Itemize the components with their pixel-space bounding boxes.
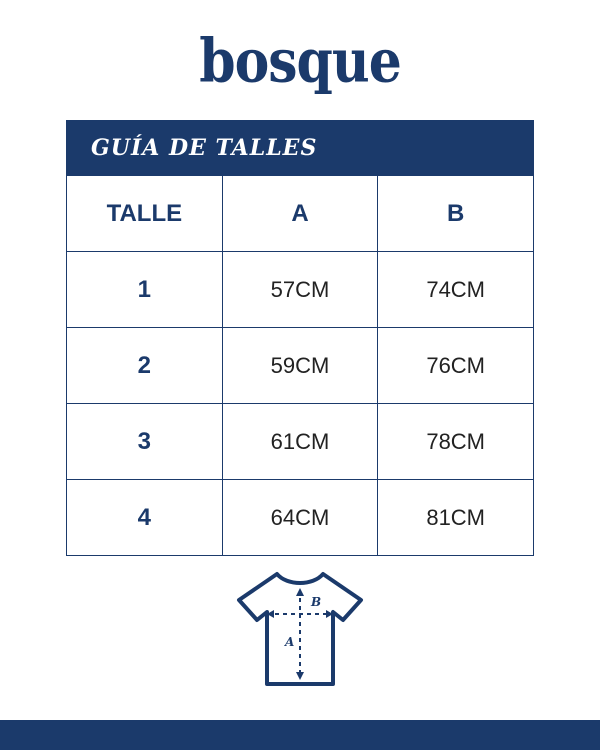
measure-b-cell: 76CM	[378, 328, 534, 404]
brand-logo	[0, 26, 600, 110]
table-row	[67, 252, 534, 328]
measure-a-cell: 64CM	[222, 480, 378, 556]
arrow-up-a	[296, 588, 304, 596]
measure-b-cell: 78CM	[378, 404, 534, 480]
tshirt-diagram	[235, 570, 365, 690]
measure-b-cell: 81CM	[378, 480, 534, 556]
table-row	[67, 328, 534, 404]
arrow-down-a	[296, 672, 304, 680]
measure-a-cell: 57CM	[222, 252, 378, 328]
brand-logo-text: bosque	[199, 26, 401, 97]
measure-a-cell: 59CM	[222, 328, 378, 404]
table-header-row	[67, 176, 534, 252]
size-cell: 3	[67, 404, 223, 480]
tshirt-measure-icon	[235, 570, 365, 690]
measure-a-cell: 61CM	[222, 404, 378, 480]
label-b: B	[311, 595, 322, 609]
size-cell: 2	[67, 328, 223, 404]
table-title: GUÍA DE TALLES	[67, 121, 534, 176]
size-guide-table	[66, 120, 534, 556]
label-a: A	[285, 635, 295, 649]
table-row	[67, 480, 534, 556]
column-header-a: A	[222, 176, 378, 252]
size-cell: 4	[67, 480, 223, 556]
size-cell: 1	[67, 252, 223, 328]
column-header-talle: TALLE	[67, 176, 223, 252]
table-row	[67, 404, 534, 480]
column-header-b: B	[378, 176, 534, 252]
footer-bar	[0, 720, 600, 750]
measure-b-cell: 74CM	[378, 252, 534, 328]
